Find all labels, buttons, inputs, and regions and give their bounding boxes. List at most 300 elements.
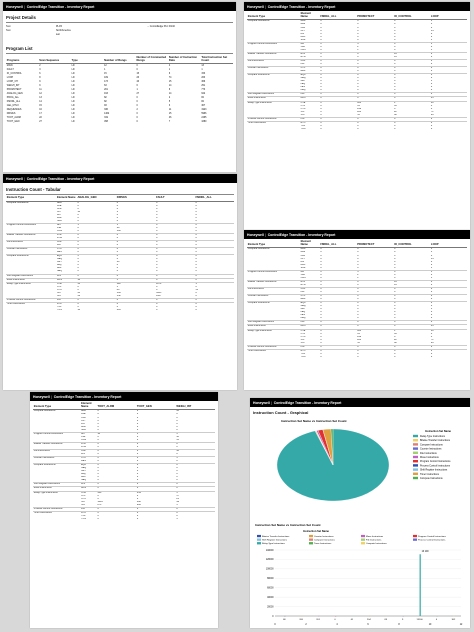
table-cell: 0 [97, 494, 99, 497]
table-cell: 0 [320, 26, 322, 29]
table-cell: 0 [97, 453, 99, 456]
element-name-cell: SUB [300, 38, 306, 41]
table-cell: 251 [201, 85, 206, 88]
table-cell: 5 [176, 491, 215, 495]
bar-chart [253, 520, 467, 628]
x-value-label: 201 [316, 619, 320, 621]
element-name-cell: ADD [56, 201, 77, 205]
table-cell: 0 [357, 63, 359, 66]
table-cell: 0 [176, 470, 178, 473]
bar-legend-label: Compute Instructions [366, 543, 387, 546]
table-cell: 3 [356, 270, 393, 274]
element-type-cell: Counter instructions [247, 295, 300, 302]
element-name-cell: OTE [56, 282, 77, 286]
table-cell: 0 [356, 287, 393, 291]
column-header: Number of Instruction Data [168, 57, 200, 64]
table-header-row [6, 57, 233, 64]
table-cell: 0 [97, 517, 99, 520]
element-type-cell: Relay-Type instructions [6, 282, 56, 298]
project-details-heading: Project Details [6, 15, 36, 20]
pie-title: Instruction Set Name vs Instruction Set Count [281, 419, 347, 423]
table-cell: 173 [104, 81, 108, 84]
element-name-cell: CTU [300, 67, 320, 71]
element-name-cell: FFL [300, 93, 320, 97]
table-cell: 0 [116, 298, 155, 302]
element-name-cell: CPT [81, 419, 86, 422]
table-cell: 0 [155, 255, 194, 259]
program-list-heading: Program List [6, 45, 33, 51]
table-cell: 0 [430, 83, 433, 86]
table-cell: 0 [430, 260, 433, 263]
table-cell: 0 [136, 435, 139, 438]
table-cell: 29 [116, 226, 120, 229]
table-cell: 0 [176, 413, 178, 416]
table-cell: 0 [195, 291, 197, 294]
table-cell: 45 [77, 291, 81, 294]
table-cell: 0 [320, 83, 322, 86]
table-cell: 0 [430, 77, 433, 80]
table-cell: 0 [97, 476, 99, 479]
table-cell: 0 [176, 425, 178, 428]
table-cell: 0 [320, 349, 357, 353]
table-cell: 0 [97, 460, 99, 463]
table-cell: LD [71, 85, 75, 88]
x-value-label: 200 [299, 619, 304, 621]
table-cell: 0 [136, 507, 175, 511]
table-cell: 0 [136, 425, 139, 428]
table-cell: 0 [97, 435, 99, 438]
bar-data-label: 13 100 [421, 551, 429, 553]
table-cell: 0 [430, 89, 433, 92]
table-cell: 0 [356, 20, 393, 24]
element-name-cell: EQU [300, 74, 320, 78]
table-cell: 4 [77, 261, 79, 264]
table-cell: 0 [430, 352, 433, 355]
table-cell: 22 [39, 117, 42, 120]
table-cell: DRIVES [6, 113, 16, 116]
bar-legend-label: Move Instructions [366, 536, 384, 538]
table-cell: 16 [394, 283, 397, 286]
table-cell: 0 [357, 55, 359, 58]
element-name-cell: MOV [80, 487, 96, 491]
element-name-cell: BTR [80, 442, 96, 446]
column-header: PROMOTECT [356, 13, 393, 20]
table-cell: 0 [320, 308, 322, 311]
table-cell: 6 [136, 85, 138, 88]
element-name-cell: LEQ [56, 264, 62, 267]
element-type-cell: Move instructions [6, 278, 56, 282]
element-type-cell: Compute instructions [247, 248, 300, 270]
table-cell: 0 [320, 23, 322, 26]
tabular-heading: Instruction Count - Tabular [6, 187, 61, 192]
table-cell: 2 [357, 45, 359, 48]
table-cell: 0 [356, 345, 393, 349]
column-header: Element Type [6, 197, 56, 201]
element-name-cell: RTO [300, 121, 320, 125]
table-cell: 0 [430, 52, 467, 56]
element-name-cell: JSR [56, 226, 62, 229]
table-cell: 0 [136, 117, 138, 120]
table-cell: GEL_MTLX [6, 105, 19, 108]
table-cell: 0 [357, 124, 359, 127]
element-type-cell: Process Control instructions [6, 298, 56, 302]
table-cell: 0 [357, 70, 359, 73]
table-cell: 0 [156, 237, 158, 240]
project-detail-label: Test [6, 25, 11, 28]
table-cell: 0 [156, 229, 158, 232]
table-cell: 0 [77, 219, 79, 222]
element-name-cell: GRT [81, 470, 86, 473]
table-cell: 0 [195, 274, 234, 278]
table-cell: 61 [357, 104, 360, 107]
brand-logo: Honeywell [33, 394, 50, 399]
table-cell: 0 [320, 273, 322, 276]
table-cell: 0 [356, 74, 393, 78]
table-cell: 1 [195, 282, 234, 286]
element-type-cell: Timer instructions [6, 302, 56, 312]
element-name-cell: NEQ [300, 317, 306, 320]
table-cell: 1 [430, 80, 433, 83]
table-cell: 0 [155, 233, 194, 237]
table-cell: 45 [430, 325, 467, 329]
table-cell: 0 [357, 86, 359, 89]
element-name-cell: CPT [300, 29, 306, 32]
table-cell: 46 [136, 81, 140, 84]
table-cell: 0 [176, 483, 215, 487]
pie-legend-label: Compare Instructions [420, 443, 443, 447]
table-cell: 0 [136, 105, 138, 108]
table-cell: 1 [430, 248, 467, 252]
element-name-cell: OTL [300, 104, 306, 107]
table-cell: 2465 [201, 117, 207, 120]
table-cell: LD [71, 69, 75, 72]
table-cell: 0 [77, 285, 79, 288]
table-cell: 82 [104, 97, 107, 100]
element-type-cell: Process Control instructions [247, 117, 300, 121]
table-cell: 51 [195, 288, 199, 291]
table-cell: 6 [430, 117, 467, 121]
table-row [6, 120, 233, 124]
table-cell: 0 [97, 483, 136, 487]
element-name-cell: EQU [56, 255, 77, 259]
element-name-cell: TON [81, 517, 86, 520]
table-cell: 0 [394, 254, 396, 257]
table-cell: 3 [168, 105, 171, 108]
element-name-cell: BTR [300, 280, 320, 284]
table-cell: 0 [136, 449, 175, 453]
table-cell: 1627 [156, 294, 162, 297]
element-name-cell: BTW [56, 237, 63, 240]
element-name-cell: BTR [56, 233, 77, 237]
table-cell: 1 [430, 42, 467, 46]
table-cell: 1 [357, 276, 359, 279]
project-details [3, 25, 236, 37]
bar-legend-swatch [361, 535, 365, 537]
table-cell: 0 [176, 514, 178, 517]
table-cell: 0 [393, 325, 430, 329]
table-cell: 206 [357, 338, 362, 341]
table-cell: LD [71, 113, 75, 116]
element-name-cell: ONS [300, 48, 306, 51]
table-cell: 122 [116, 282, 155, 286]
table-cell: 0 [195, 237, 197, 240]
table-cell: 0 [155, 278, 194, 282]
brand-logo: Honeywell [6, 176, 23, 181]
table-cell: LD [71, 93, 75, 96]
table-cell: 0 [394, 80, 396, 83]
report-page-tabular-2 [244, 2, 470, 230]
table-cell: 0 [77, 258, 79, 261]
program-list-table [6, 57, 233, 124]
table-cell: 0 [156, 288, 158, 291]
column-header: TOOT_ALRM [97, 403, 136, 410]
table-cell: 0 [195, 255, 234, 259]
table-cell: 1 [116, 223, 155, 227]
table-cell: 0 [357, 26, 359, 29]
table-cell: 5 [116, 278, 155, 282]
table-cell: 0 [357, 291, 359, 294]
table-cell: 0 [176, 416, 178, 419]
table-cell: 0 [393, 321, 430, 325]
table-cell: 336 [104, 109, 108, 112]
table-cell: 45 [430, 97, 467, 101]
pie-legend-swatch [413, 468, 418, 470]
element-name-cell: AVE [81, 413, 86, 416]
x-value-label: 61 [350, 619, 354, 621]
element-type-cell: Compute instructions [33, 410, 80, 432]
table-cell: 0 [97, 416, 99, 419]
table-cell: 0 [394, 107, 396, 110]
table-cell: 0 [394, 314, 396, 317]
table-cell: 0 [320, 335, 322, 338]
table-cell: 5 [430, 276, 433, 279]
element-name-cell: JSR [81, 435, 86, 438]
table-cell: 0 [430, 317, 433, 320]
table-cell: 0 [97, 425, 99, 428]
table-cell: 0 [77, 264, 79, 267]
table-cell: 0 [320, 70, 322, 73]
table-cell: 285 [116, 309, 121, 311]
table-cell: TOOT_GEN [6, 121, 20, 124]
table-cell: 0 [116, 251, 119, 254]
instruction-count-table [6, 197, 234, 312]
column-header: FMDEL_ALL [320, 241, 357, 248]
column-header: Number of Commented Rungs [136, 56, 167, 62]
column-header: Programs [6, 57, 38, 64]
table-cell: 0 [195, 261, 197, 264]
table-cell: 0 [77, 244, 79, 247]
table-cell: 0 [320, 341, 322, 344]
table-cell: TOOT_ALRM [6, 117, 21, 120]
table-cell: 0 [357, 352, 359, 355]
table-cell: 0 [116, 213, 119, 216]
table-cell: 0 [356, 121, 393, 125]
element-name-cell: PID [56, 298, 77, 302]
table-cell: 1 [430, 38, 433, 41]
element-name-cell: OTU [300, 335, 306, 338]
table-cell: 0 [320, 352, 322, 355]
element-name-cell: CLR [56, 207, 62, 210]
table-cell: 0 [320, 338, 322, 341]
table-cell: 0 [357, 314, 359, 317]
table-cell: 6 [39, 73, 41, 76]
table-cell: 0 [195, 305, 197, 308]
table-cell: 0 [357, 38, 359, 41]
element-name-cell: COP [300, 287, 320, 291]
column-header: DRIVES [116, 197, 155, 201]
table-cell: 0 [356, 59, 393, 63]
table-cell: 0 [430, 121, 467, 125]
element-name-cell: GRT [300, 308, 306, 311]
table-cell: 0 [394, 251, 396, 254]
table-cell: 6 [168, 89, 171, 92]
table-cell: 0 [320, 45, 322, 48]
table-cell: 0 [136, 428, 139, 431]
element-name-cell: FLL [300, 291, 305, 294]
report-banner: Honeywell | ControlEdge Transition - Inventory Report [244, 2, 470, 11]
table-cell: 8 [39, 77, 41, 80]
table-header-row [247, 13, 467, 20]
table-cell: 0 [320, 86, 322, 89]
table-cell: 0 [156, 204, 158, 207]
table-cell: 14 [77, 210, 81, 213]
table-cell: 6 [430, 127, 433, 130]
x-value-label: 0 [435, 619, 438, 621]
table-cell: 0 [320, 63, 322, 66]
bar-legend-swatch [309, 535, 313, 537]
table-cell: 622 [201, 93, 206, 96]
table-cell: 152 [116, 294, 121, 297]
table-cell: 55 [357, 341, 360, 344]
table-cell: 0 [116, 248, 155, 252]
table-cell: 0 [136, 97, 138, 100]
element-name-cell: XIC [300, 338, 305, 341]
element-name-cell: ONS [56, 229, 62, 232]
element-name-cell: BTR [300, 52, 320, 56]
report-banner: Honeywell | ControlEdge Transition - Inventory Report [250, 398, 470, 407]
table-cell: 0 [97, 479, 99, 482]
table-cell: 0 [357, 266, 359, 269]
table-cell: 0 [320, 251, 322, 254]
instruction-count-table [247, 13, 467, 131]
table-cell: 0 [156, 207, 158, 210]
table-cell: 0 [195, 219, 197, 222]
element-name-cell: COP [300, 59, 320, 63]
table-cell: 10 [97, 432, 136, 436]
x-tick-label: 0 [274, 624, 276, 626]
table-cell: 0 [136, 101, 138, 104]
report-title: ControlEdge Transition - Inventory Report [267, 4, 336, 9]
table-cell: 0 [77, 207, 79, 210]
table-cell: 0 [155, 302, 194, 306]
element-type-cell: Compare instructions [6, 255, 56, 274]
column-header: Element Name [300, 241, 320, 248]
table-cell: 0 [320, 89, 322, 92]
table-cell: 0 [195, 229, 197, 232]
table-cell: 0 [394, 263, 396, 266]
table-cell: 11 [39, 89, 42, 92]
table-cell: 459 [136, 491, 175, 495]
table-cell: 1680 [201, 121, 207, 124]
table-cell: 319 [104, 117, 108, 120]
element-name-cell: OTL [300, 332, 306, 335]
table-cell: 0 [394, 317, 396, 320]
column-header: FMODL_ALL [195, 197, 234, 201]
element-name-cell: MOV [56, 278, 77, 282]
table-cell: 0 [136, 470, 139, 473]
table-cell: 1 [136, 89, 138, 92]
table-cell: FAULT [6, 69, 14, 72]
table-cell: 5 [430, 48, 433, 51]
table-cell: 0 [195, 241, 234, 245]
table-cell: 0 [320, 311, 322, 314]
table-cell: 109 [104, 77, 108, 80]
table-cell: 0 [136, 65, 138, 68]
table-cell: 0 [320, 325, 357, 329]
column-header: FMDEL_ALL [320, 13, 357, 20]
element-name-cell: BTW [300, 283, 306, 286]
table-cell: 0 [320, 355, 322, 358]
table-cell: 0 [195, 213, 197, 216]
table-cell: 6 [430, 355, 433, 358]
element-type-cell: Compute instructions [6, 201, 56, 223]
table-cell: 0 [136, 467, 139, 470]
table-cell: 0 [176, 464, 215, 468]
table-cell: 0 [155, 248, 194, 252]
report-page-tabular-4 [30, 392, 218, 628]
table-cell: 0 [356, 280, 393, 284]
element-name-cell: TOF [81, 514, 86, 517]
report-page-graphical [250, 398, 470, 628]
table-cell: 0 [357, 23, 359, 26]
table-cell: 3 [430, 251, 433, 254]
table-cell: 0 [430, 291, 433, 294]
table-cell: 0 [176, 442, 215, 446]
table-cell: 0 [97, 497, 99, 500]
table-cell: 0 [394, 355, 396, 358]
element-name-cell: OTL [81, 494, 86, 497]
table-cell: 0 [320, 270, 357, 274]
element-name-cell: XIO [81, 503, 86, 506]
table-cell: 0 [320, 345, 357, 349]
element-name-cell: CTU [80, 457, 96, 461]
pie-legend-swatch [413, 460, 418, 462]
table-cell: 0 [77, 274, 116, 278]
x-tick-label: 8 [398, 624, 400, 626]
table-cell: 5 [116, 285, 119, 288]
table-cell: 0 [320, 257, 322, 260]
table-cell: 0 [357, 35, 359, 38]
table-cell: 0 [320, 42, 357, 46]
table-cell: 0 [116, 233, 155, 237]
table-cell: 0 [195, 294, 197, 297]
table-cell: 0 [394, 77, 396, 80]
table-cell: 0 [195, 207, 197, 210]
table-cell: 0 [394, 29, 396, 32]
table-cell: 0 [356, 321, 393, 325]
element-name-cell: DIV [300, 260, 305, 263]
table-cell: 0 [136, 497, 139, 500]
element-name-cell: TON [300, 355, 306, 358]
element-name-cell: AFI [80, 432, 96, 436]
table-cell: 0 [320, 287, 357, 291]
table-cell: 0 [77, 302, 116, 306]
table-cell: 14 [168, 93, 172, 96]
table-cell: 0 [97, 419, 99, 422]
bar-legend-label: Timer Instructions [314, 543, 332, 546]
table-cell: 163 [104, 93, 108, 96]
table-cell: 0 [176, 473, 178, 476]
